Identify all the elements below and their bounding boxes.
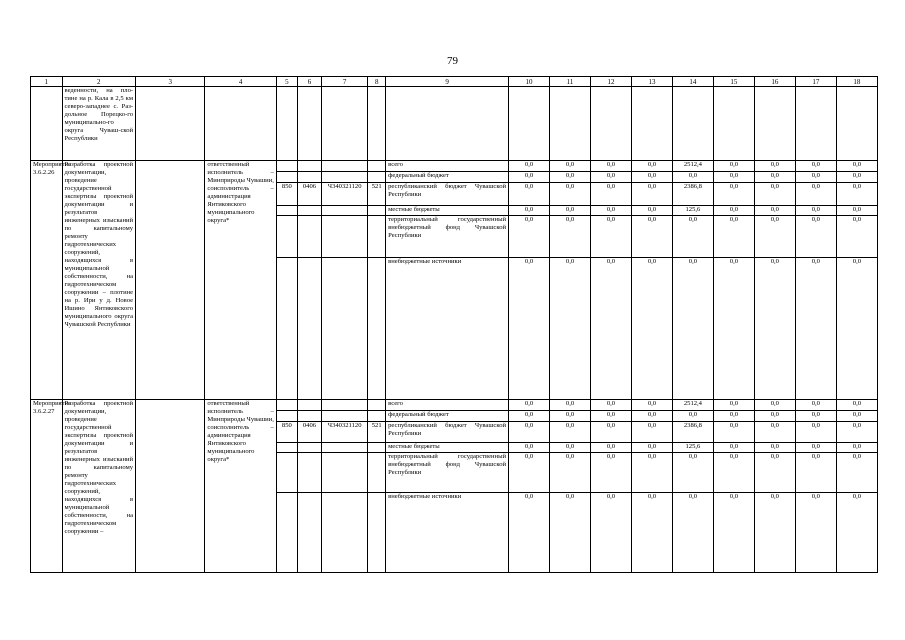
budget-code-c8 bbox=[368, 258, 386, 400]
column-header-8: 8 bbox=[368, 77, 386, 87]
amount-cell: 0,0 bbox=[509, 216, 550, 258]
budget-code-c5: 850 bbox=[276, 183, 297, 206]
amount-cell: 0,0 bbox=[591, 411, 632, 422]
amount-cell: 0,0 bbox=[631, 400, 672, 411]
amount-cell: 0,0 bbox=[550, 183, 591, 206]
column-header-16: 16 bbox=[754, 77, 795, 87]
amount-cell: 0,0 bbox=[754, 400, 795, 411]
amount-cell: 0,0 bbox=[836, 411, 877, 422]
amount-cell: 0,0 bbox=[509, 161, 550, 172]
column-header-3: 3 bbox=[136, 77, 205, 87]
amount-cell: 0,0 bbox=[836, 216, 877, 258]
budget-code-c6: 0406 bbox=[297, 422, 321, 443]
funding-source: республиканский бюджет Чувашской Республики bbox=[386, 422, 509, 443]
amount-cell: 0,0 bbox=[836, 206, 877, 216]
amount-cell: 0,0 bbox=[591, 400, 632, 411]
budget-code-c7 bbox=[322, 258, 368, 400]
amount-cell: 0,0 bbox=[836, 453, 877, 493]
table-row bbox=[31, 400, 878, 411]
amount-cell: 0,0 bbox=[795, 493, 836, 573]
amount-cell: 0,0 bbox=[509, 206, 550, 216]
funding-source: республиканский бюджет Чувашской Республики bbox=[386, 183, 509, 206]
amount-cell: 0,0 bbox=[713, 422, 754, 443]
amount-cell: 0,0 bbox=[672, 411, 713, 422]
amount-cell: 0,0 bbox=[672, 216, 713, 258]
amount-cell: 0,0 bbox=[672, 258, 713, 400]
amount-cell: 0,0 bbox=[550, 216, 591, 258]
amount-cell: 0,0 bbox=[509, 411, 550, 422]
amount-cell: 0,0 bbox=[631, 172, 672, 183]
amount-cell: 0,0 bbox=[631, 206, 672, 216]
amount-cell: 0,0 bbox=[754, 161, 795, 172]
budget-code-c8 bbox=[368, 443, 386, 453]
event-id: Мероприятие 3.6.2.26 bbox=[31, 161, 63, 400]
amount-cell: 0,0 bbox=[713, 400, 754, 411]
amount-cell: 125,6 bbox=[672, 206, 713, 216]
budget-code-c5 bbox=[276, 161, 297, 172]
amount-cell: 2512,4 bbox=[672, 400, 713, 411]
amount-cell: 0,0 bbox=[713, 216, 754, 258]
executor-cell: ответственный исполнитель – Минприроды Чувашии, соисполнитель – администрация Янтиковского муниципального округа* bbox=[205, 161, 276, 400]
amount-cell: 0,0 bbox=[754, 206, 795, 216]
amount-cell: 0,0 bbox=[509, 258, 550, 400]
budget-code-c7 bbox=[322, 172, 368, 183]
amount-cell: 2386,8 bbox=[672, 183, 713, 206]
budget-code-c8 bbox=[368, 400, 386, 411]
budget-code-c6 bbox=[297, 258, 321, 400]
amount-cell: 0,0 bbox=[550, 258, 591, 400]
amount-cell: 0,0 bbox=[509, 493, 550, 573]
amount-cell: 0,0 bbox=[795, 400, 836, 411]
column-header-13: 13 bbox=[631, 77, 672, 87]
amount-cell: 0,0 bbox=[836, 183, 877, 206]
amount-cell: 0,0 bbox=[631, 422, 672, 443]
column-header-12: 12 bbox=[591, 77, 632, 87]
amount-cell: 0,0 bbox=[631, 443, 672, 453]
column-header-6: 6 bbox=[297, 77, 321, 87]
budget-code-c7: Ч340321120 bbox=[322, 183, 368, 206]
column-header-18: 18 bbox=[836, 77, 877, 87]
amount-cell: 0,0 bbox=[713, 411, 754, 422]
amount-cell: 0,0 bbox=[754, 183, 795, 206]
amount-cell: 0,0 bbox=[836, 422, 877, 443]
funding-source: всего bbox=[386, 400, 509, 411]
amount-cell: 0,0 bbox=[795, 422, 836, 443]
amount-cell: 0,0 bbox=[509, 443, 550, 453]
event-description: Разработка проектной документации, проведение государственной экспертизы проектной документации и результатов инженерных изысканий по капитальному ремонту гидротехнических сооружений, находящихся в муниципальной собственности, на гидротехническом сооружении – bbox=[62, 400, 136, 573]
amount-cell: 0,0 bbox=[509, 422, 550, 443]
amount-cell: 0,0 bbox=[754, 172, 795, 183]
amount-cell: 0,0 bbox=[795, 172, 836, 183]
amount-cell: 0,0 bbox=[795, 206, 836, 216]
funding-source: всего bbox=[386, 161, 509, 172]
column-header-2: 2 bbox=[62, 77, 136, 87]
column-header-1: 1 bbox=[31, 77, 63, 87]
amount-cell: 0,0 bbox=[591, 422, 632, 443]
goal-cell bbox=[136, 161, 205, 400]
budget-code-c6 bbox=[297, 216, 321, 258]
amount-cell: 0,0 bbox=[836, 161, 877, 172]
amount-cell: 0,0 bbox=[672, 453, 713, 493]
amount-cell: 0,0 bbox=[795, 258, 836, 400]
amount-cell: 0,0 bbox=[672, 493, 713, 573]
budget-code-c5 bbox=[276, 172, 297, 183]
amount-cell: 0,0 bbox=[550, 411, 591, 422]
amount-cell: 0,0 bbox=[713, 258, 754, 400]
amount-cell: 0,0 bbox=[550, 400, 591, 411]
amount-cell: 0,0 bbox=[795, 443, 836, 453]
amount-cell: 0,0 bbox=[550, 443, 591, 453]
budget-code-c6 bbox=[297, 411, 321, 422]
budget-code-c5 bbox=[276, 411, 297, 422]
funding-source: внебюджетные источники bbox=[386, 493, 509, 573]
amount-cell: 0,0 bbox=[591, 161, 632, 172]
continuation-description: веденности, на пло-тине на р. Кала в 2,5 км северо-западнее с. Раз-дольное Порецко-го муниципально-го округа Чуваш-ской Республики bbox=[62, 87, 136, 161]
column-header-5: 5 bbox=[276, 77, 297, 87]
amount-cell: 0,0 bbox=[754, 216, 795, 258]
amount-cell: 0,0 bbox=[550, 493, 591, 573]
budget-code-c5 bbox=[276, 216, 297, 258]
amount-cell: 0,0 bbox=[713, 443, 754, 453]
amount-cell: 0,0 bbox=[631, 216, 672, 258]
amount-cell: 125,6 bbox=[672, 443, 713, 453]
table-row bbox=[31, 161, 878, 172]
column-header-9: 9 bbox=[386, 77, 509, 87]
amount-cell: 0,0 bbox=[509, 183, 550, 206]
amount-cell: 0,0 bbox=[754, 422, 795, 443]
column-header-11: 11 bbox=[550, 77, 591, 87]
amount-cell: 0,0 bbox=[509, 453, 550, 493]
amount-cell: 0,0 bbox=[591, 493, 632, 573]
budget-code-c7 bbox=[322, 216, 368, 258]
executor-cell: ответственный исполнитель – Минприроды Чувашии, соисполнитель – администрация Янтиковского муниципального округа* bbox=[205, 400, 276, 573]
amount-cell: 0,0 bbox=[591, 258, 632, 400]
amount-cell: 0,0 bbox=[672, 172, 713, 183]
funding-source: местные бюджеты bbox=[386, 443, 509, 453]
amount-cell: 0,0 bbox=[550, 453, 591, 493]
amount-cell: 0,0 bbox=[713, 493, 754, 573]
budget-code-c8 bbox=[368, 493, 386, 573]
amount-cell: 0,0 bbox=[550, 206, 591, 216]
budget-code-c5 bbox=[276, 493, 297, 573]
amount-cell: 0,0 bbox=[713, 161, 754, 172]
budget-code-c7 bbox=[322, 493, 368, 573]
budget-code-c6 bbox=[297, 161, 321, 172]
budget-code-c6 bbox=[297, 172, 321, 183]
budget-code-c5 bbox=[276, 206, 297, 216]
amount-cell: 0,0 bbox=[795, 453, 836, 493]
amount-cell: 0,0 bbox=[509, 400, 550, 411]
amount-cell: 0,0 bbox=[509, 172, 550, 183]
amount-cell: 0,0 bbox=[631, 453, 672, 493]
budget-code-c7 bbox=[322, 411, 368, 422]
amount-cell: 0,0 bbox=[713, 172, 754, 183]
column-header-14: 14 bbox=[672, 77, 713, 87]
funding-source: территориальный государственный внебюджетный фонд Чувашской Республики bbox=[386, 453, 509, 493]
budget-code-c7: Ч340321120 bbox=[322, 422, 368, 443]
budget-code-c5: 850 bbox=[276, 422, 297, 443]
budget-code-c8 bbox=[368, 453, 386, 493]
amount-cell: 0,0 bbox=[836, 258, 877, 400]
amount-cell: 0,0 bbox=[591, 216, 632, 258]
column-header-15: 15 bbox=[713, 77, 754, 87]
amount-cell: 0,0 bbox=[836, 172, 877, 183]
funding-source: внебюджетные источники bbox=[386, 258, 509, 400]
budget-code-c8 bbox=[368, 411, 386, 422]
amount-cell: 0,0 bbox=[754, 443, 795, 453]
budget-code-c8 bbox=[368, 161, 386, 172]
column-header-7: 7 bbox=[322, 77, 368, 87]
amount-cell: 0,0 bbox=[550, 422, 591, 443]
budget-code-c6 bbox=[297, 453, 321, 493]
continuation-row bbox=[31, 87, 878, 161]
budget-code-c7 bbox=[322, 443, 368, 453]
column-header-17: 17 bbox=[795, 77, 836, 87]
amount-cell: 0,0 bbox=[591, 172, 632, 183]
amount-cell: 0,0 bbox=[713, 183, 754, 206]
column-number-header bbox=[31, 77, 878, 87]
amount-cell: 0,0 bbox=[631, 183, 672, 206]
amount-cell: 0,0 bbox=[631, 258, 672, 400]
amount-cell: 2512,4 bbox=[672, 161, 713, 172]
amount-cell: 2386,8 bbox=[672, 422, 713, 443]
amount-cell: 0,0 bbox=[754, 258, 795, 400]
budget-code-c8 bbox=[368, 172, 386, 183]
event-description: Разработка проектной документации, проведение государственной экспертизы проектной документации и результатов инженерных изысканий по капитальному ремонту гидротехнических сооружений, находящихся в муниципальной собственности, на гидротехническом сооружении – плотине на р. Ири у д. Новое Ишино Янтиковского муниципального округа Чувашской Республики bbox=[62, 161, 136, 400]
amount-cell: 0,0 bbox=[795, 183, 836, 206]
amount-cell: 0,0 bbox=[631, 493, 672, 573]
amount-cell: 0,0 bbox=[550, 161, 591, 172]
amount-cell: 0,0 bbox=[836, 400, 877, 411]
budget-code-c6 bbox=[297, 206, 321, 216]
funding-source: территориальный государственный внебюджетный фонд Чувашской Республики bbox=[386, 216, 509, 258]
budget-code-c6 bbox=[297, 400, 321, 411]
amount-cell: 0,0 bbox=[795, 411, 836, 422]
budget-code-c6 bbox=[297, 493, 321, 573]
budget-code-c6 bbox=[297, 443, 321, 453]
amount-cell: 0,0 bbox=[631, 161, 672, 172]
column-header-10: 10 bbox=[509, 77, 550, 87]
amount-cell: 0,0 bbox=[795, 216, 836, 258]
amount-cell: 0,0 bbox=[713, 206, 754, 216]
column-header-4: 4 bbox=[205, 77, 276, 87]
amount-cell: 0,0 bbox=[754, 493, 795, 573]
budget-code-c6: 0406 bbox=[297, 183, 321, 206]
amount-cell: 0,0 bbox=[591, 453, 632, 493]
amount-cell: 0,0 bbox=[754, 411, 795, 422]
budget-code-c8 bbox=[368, 216, 386, 258]
goal-cell bbox=[136, 400, 205, 573]
program-table bbox=[30, 76, 878, 573]
budget-code-c5 bbox=[276, 400, 297, 411]
amount-cell: 0,0 bbox=[754, 453, 795, 493]
funding-source: федеральный бюджет bbox=[386, 411, 509, 422]
budget-code-c7 bbox=[322, 206, 368, 216]
amount-cell: 0,0 bbox=[795, 161, 836, 172]
page-number: 79 bbox=[447, 55, 458, 67]
amount-cell: 0,0 bbox=[591, 183, 632, 206]
event-id: Мероприятие 3.6.2.27 bbox=[31, 400, 63, 573]
funding-source: местные бюджеты bbox=[386, 206, 509, 216]
amount-cell: 0,0 bbox=[836, 493, 877, 573]
budget-code-c8 bbox=[368, 206, 386, 216]
amount-cell: 0,0 bbox=[836, 443, 877, 453]
budget-code-c8: 521 bbox=[368, 183, 386, 206]
amount-cell: 0,0 bbox=[591, 206, 632, 216]
budget-code-c5 bbox=[276, 443, 297, 453]
amount-cell: 0,0 bbox=[550, 172, 591, 183]
budget-code-c7 bbox=[322, 453, 368, 493]
amount-cell: 0,0 bbox=[591, 443, 632, 453]
budget-code-c5 bbox=[276, 453, 297, 493]
amount-cell: 0,0 bbox=[713, 453, 754, 493]
budget-code-c5 bbox=[276, 258, 297, 400]
funding-source: федеральный бюджет bbox=[386, 172, 509, 183]
budget-code-c7 bbox=[322, 400, 368, 411]
budget-code-c8: 521 bbox=[368, 422, 386, 443]
amount-cell: 0,0 bbox=[631, 411, 672, 422]
budget-code-c7 bbox=[322, 161, 368, 172]
